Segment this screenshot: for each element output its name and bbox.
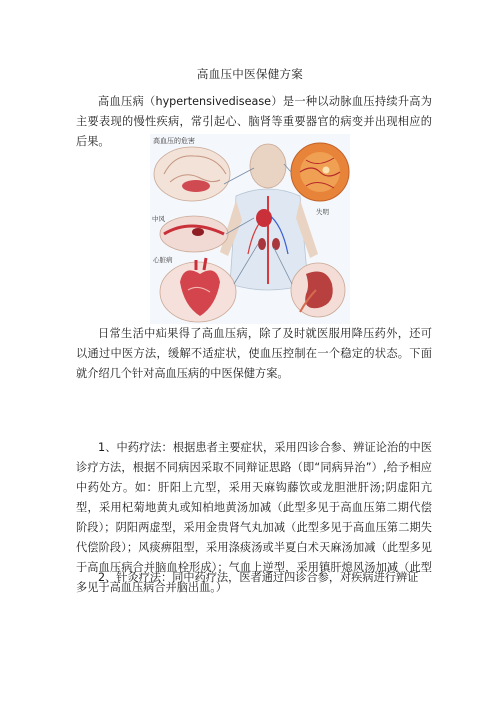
- intro-paragraph: 高血压病（hypertensivedisease）是一种以动脉血压持续升高为主要表现的慢性疾病，常引起心、脑肾等重要器官的病变并出现相应的后果。: [76, 95, 432, 148]
- illustration-graphic: [150, 134, 350, 324]
- label-blindness: 失明: [316, 208, 329, 216]
- label-heart-disease: 心脏病: [153, 256, 173, 264]
- acupuncture-paragraph: 2、针灸疗法：同中药疗法，医者通过四诊合参，对疾病进行辨证: [98, 571, 419, 584]
- hypertension-illustration: [150, 134, 350, 324]
- daily-life-paragraph: 日常生活中疝果得了高血压病，除了及时就医服用降压药外，还可以通过中医方法，缓解不适症状，使血压控制在一个稳定的状态。下面就介绍几个针对高血压病的中医保健方案。: [76, 327, 432, 380]
- illustration-title: 高血压的危害: [153, 137, 195, 145]
- herbal-therapy-paragraph: 1、中药疗法：根据患者主要症状，采用四诊合参、辨证论治的中医诊疗方法，根据不同病因采取不同辩证思路（即“同病异治”）,给予相应中药处方。如：肝阳上亢型，采用天麻钩藤饮或龙胆泄肝汤;阴虚阳亢型，采用杞菊地黄丸或知柏地黄汤加减（此型多见于高血压第二期代偿阶段）；阴阳两虚型，采用金贵肾气丸加减（此型多见于高血压第二期失代偿阶段）；风痰痹阻型，采用涤痰汤或半夏白术天麻汤加减（此型多见于高血压病合并脑血栓形成）；气血上逆型，采用镇肝熄风汤加减（此型多见于高血压病合并脑出血。）: [76, 441, 432, 594]
- label-stroke: 中风: [152, 215, 165, 223]
- document-title: 高血压中医保健方案: [196, 67, 304, 81]
